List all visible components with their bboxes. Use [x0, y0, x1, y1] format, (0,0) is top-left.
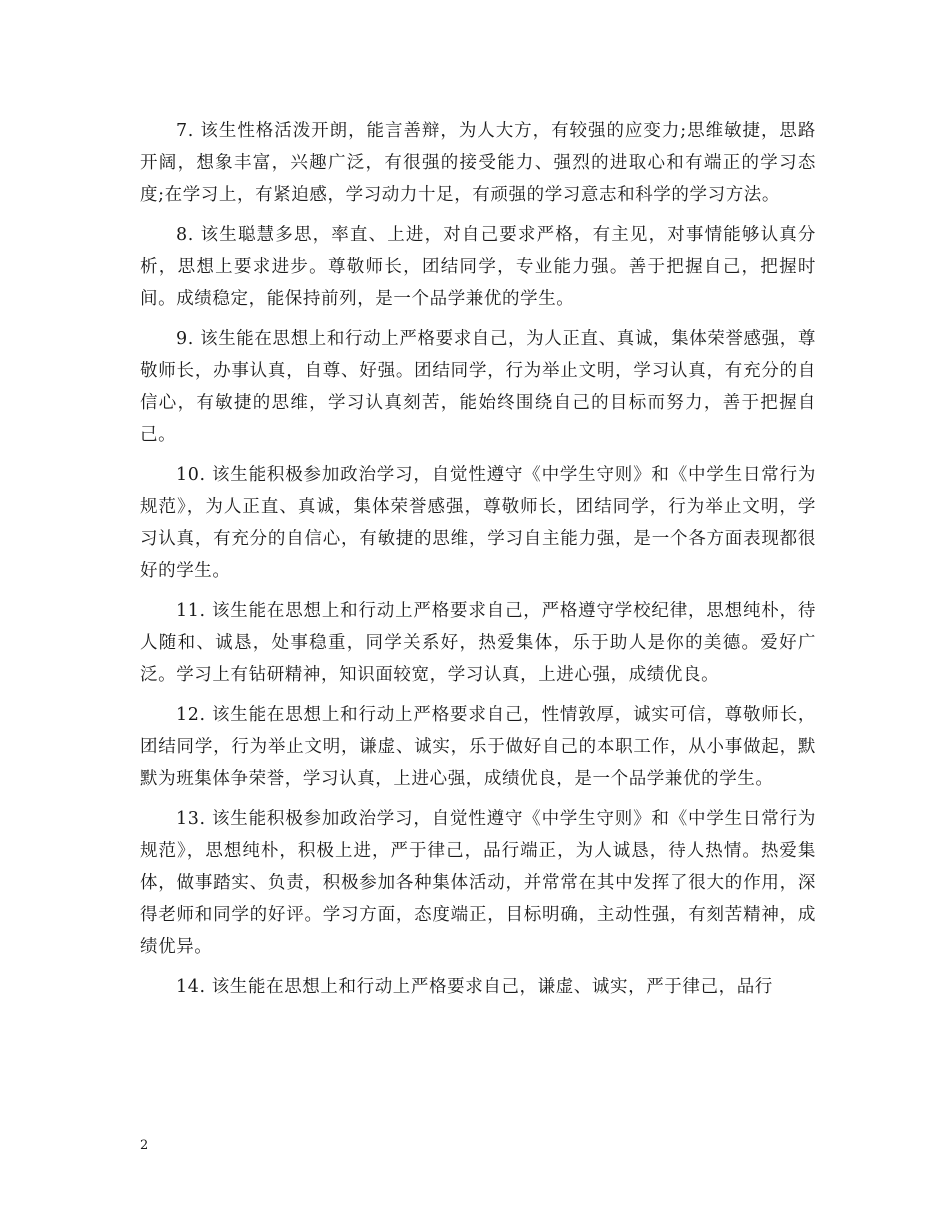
paragraph-8: 8. 该生聪慧多思，率直、上进，对自己要求严格，有主见，对事情能够认真分析，思想上要求进步。尊敬师长，团结同学，专业能力强。善于把握自己，把握时间。成绩稳定，能保持前列，是一个品学兼优的学生。 — [140, 225, 816, 309]
paragraph-14: 14. 该生能在思想上和行动上严格要求自己，谦虚、诚实，严于律己，品行 — [176, 977, 773, 997]
paragraph-13: 13. 该生能积极参加政治学习，自觉性遵守《中学生守则》和《中学生日常行为规范》，思想纯朴，积极上进，严于律己，品行端正，为人诚恳，待人热情。热爱集体，做事踏实、负责，积极参加各种集体活动，并常常在其中发挥了很大的作用，深得老师和同学的好评。学习方面，态度端正，目标明确，主动性强，有刻苦精神，成绩优异。 — [140, 809, 816, 957]
paragraph-7: 7. 该生性格活泼开朗，能言善辩，为人大方，有较强的应变力;思维敏捷，思路开阔，想象丰富，兴趣广泛，有很强的接受能力、强烈的进取心和有端正的学习态度;在学习上，有紧迫感，学习动力十足，有顽强的学习意志和科学的学习方法。 — [140, 121, 816, 205]
paragraph-11: 11. 该生能在思想上和行动上严格要求自己，严格遵守学校纪律，思想纯朴，待人随和、诚恳，处事稳重，同学关系好，热爱集体，乐于助人是你的美德。爱好广泛。学习上有钻研精神，知识面较宽，学习认真，上进心强，成绩优良。 — [140, 601, 816, 685]
paragraph-10: 10. 该生能积极参加政治学习，自觉性遵守《中学生守则》和《中学生日常行为规范》，为人正直、真诚，集体荣誉感强，尊敬师长，团结同学，行为举止文明，学习认真，有充分的自信心，有敏捷的思维，学习自主能力强，是一个各方面表现都很好的学生。 — [140, 465, 816, 581]
document-body — [140, 115, 816, 1003]
paragraph-12: 12. 该生能在思想上和行动上严格要求自己，性情敦厚，诚实可信，尊敬师长，团结同学，行为举止文明，谦虚、诚实，乐于做好自己的本职工作，从小事做起，默默为班集体争荣誉，学习认真，上进心强，成绩优良，是一个品学兼优的学生。 — [140, 705, 816, 789]
page-number: 2 — [140, 1138, 149, 1153]
paragraph-9: 9. 该生能在思想上和行动上严格要求自己，为人正直、真诚，集体荣誉感强，尊敬师长，办事认真，自尊、好强。团结同学，行为举止文明，学习认真，有充分的自信心，有敏捷的思维，学习认真刻苦，能始终围绕自己的目标而努力，善于把握自己。 — [140, 329, 816, 445]
